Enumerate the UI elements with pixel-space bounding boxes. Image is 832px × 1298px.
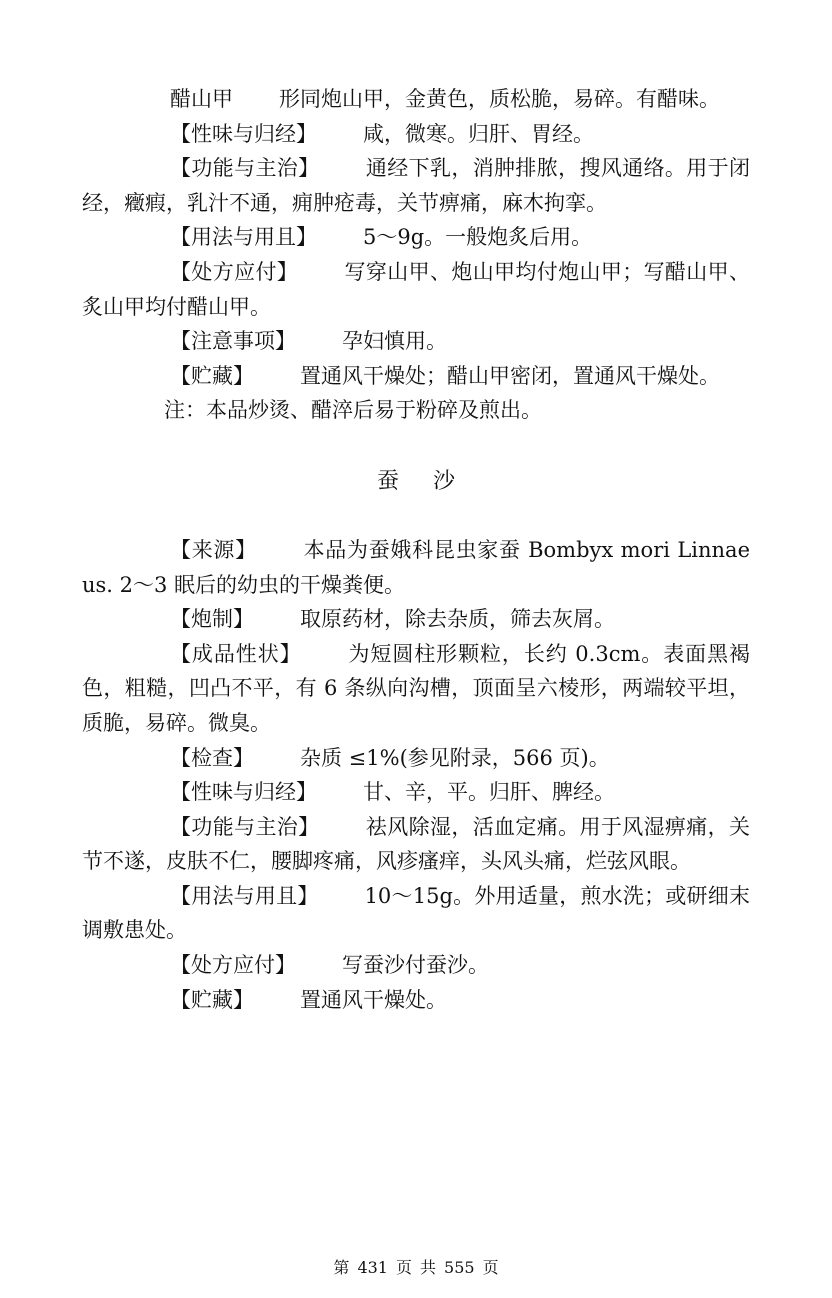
paragraph-function [82, 151, 750, 220]
text-storage: 置通风干燥处；醋山甲密闭，置通风干燥处。 [300, 363, 720, 388]
text-function: 通经下乳，消肿排脓，搜风通络。用于闭经，癥瘕，乳汁不通，痈肿疮毒，关节痹痛，麻木拘挛。 [82, 156, 751, 215]
term-cu-shan-jia: 醋山甲 [170, 87, 233, 111]
footer-prefix: 第 [333, 1258, 350, 1277]
text-inspection: 杂质 ≤1%(参见附录，566 页)。 [300, 745, 610, 770]
footer-total-word: 共 [420, 1258, 437, 1277]
paragraph-usage-2 [82, 879, 750, 948]
text-source: 本品为蚕娥科昆虫家蚕 Bombyx mori Linnaeus. 2～3 眠后的幼虫的干燥粪便。 [82, 537, 750, 597]
label-nature-2: 【性味与归经】 [170, 780, 317, 805]
paragraph-cu-shan-jia [82, 82, 750, 117]
label-caution: 【注意事项】 [170, 329, 296, 354]
footer-page-word: 页 [395, 1258, 412, 1277]
text-caution: 孕妇慎用。 [342, 329, 447, 354]
text-processing: 取原药材，除去杂质，筛去灰屑。 [300, 607, 615, 632]
text-nature: 咸，微寒。归肝、胃经。 [363, 121, 594, 146]
label-usage-2: 【用法与用且】 [170, 883, 319, 908]
label-inspection: 【检查】 [170, 745, 254, 770]
paragraph-usage [82, 220, 750, 255]
paragraph-prescription-2 [82, 948, 750, 983]
paragraph-nature-2 [82, 775, 750, 810]
footer-current-page: 431 [357, 1258, 388, 1277]
text-nature-2: 甘、辛，平。归肝、脾经。 [363, 780, 615, 805]
text-prescription-2: 写蚕沙付蚕沙。 [342, 953, 489, 978]
label-appearance: 【成品性状】 [170, 641, 302, 666]
label-processing: 【炮制】 [170, 607, 254, 632]
description-text: 形同炮山甲，金黄色，质松脆，易碎。有醋味。 [279, 87, 720, 111]
label-function: 【功能与主治】 [170, 156, 320, 181]
label-prescription: 【处方应付】 [170, 259, 299, 284]
paragraph-caution [82, 324, 750, 359]
text-usage-2: 10～15g。外用适量，煎水洗；或研细末调敷患处。 [82, 883, 751, 943]
label-storage: 【贮藏】 [170, 363, 254, 388]
label-nature: 【性味与归经】 [170, 121, 317, 146]
paragraph-note [82, 393, 750, 428]
paragraph-nature [82, 117, 750, 152]
paragraph-prescription [82, 255, 750, 324]
paragraph-source [82, 533, 750, 602]
paragraph-inspection [82, 741, 750, 776]
text-prescription: 写穿山甲、炮山甲均付炮山甲；写醋山甲、炙山甲均付醋山甲。 [82, 259, 751, 319]
label-storage-2: 【贮藏】 [170, 987, 254, 1012]
text-function-2: 祛风除湿，活血定痛。用于风湿痹痛，关节不遂，皮肤不仁，腰脚疼痛，风疹瘙痒，头风头痛，烂弦风眼。 [82, 814, 751, 874]
label-function-2: 【功能与主治】 [170, 814, 320, 839]
title-char-2: 沙 [433, 468, 456, 494]
document-page [82, 82, 750, 1017]
paragraph-function-2 [82, 810, 750, 879]
paragraph-processing [82, 602, 750, 637]
text-appearance: 为短圆柱形颗粒，长约 0.3cm。表面黑褐色，粗糙，凹凸不平，有 6 条纵向沟槽，顶面呈六棱形，两端较平坦，质脆，易碎。微臭。 [82, 641, 750, 735]
label-prescription-2: 【处方应付】 [170, 953, 296, 978]
paragraph-storage-2 [82, 983, 750, 1018]
page-footer [0, 1255, 832, 1278]
paragraph-storage [82, 359, 750, 394]
label-source: 【来源】 [170, 537, 257, 562]
paragraph-appearance [82, 637, 750, 741]
footer-total-pages: 555 [444, 1258, 475, 1277]
text-storage-2: 置通风干燥处。 [300, 987, 447, 1012]
title-char-1: 蚕 [376, 468, 399, 494]
text-usage: 5～9g。一般炮炙后用。 [363, 225, 593, 250]
section-title [82, 464, 750, 495]
label-usage: 【用法与用且】 [170, 225, 317, 250]
note-text: 注：本品炒烫、醋淬后易于粉碎及煎出。 [164, 398, 542, 423]
footer-suffix: 页 [482, 1258, 499, 1277]
